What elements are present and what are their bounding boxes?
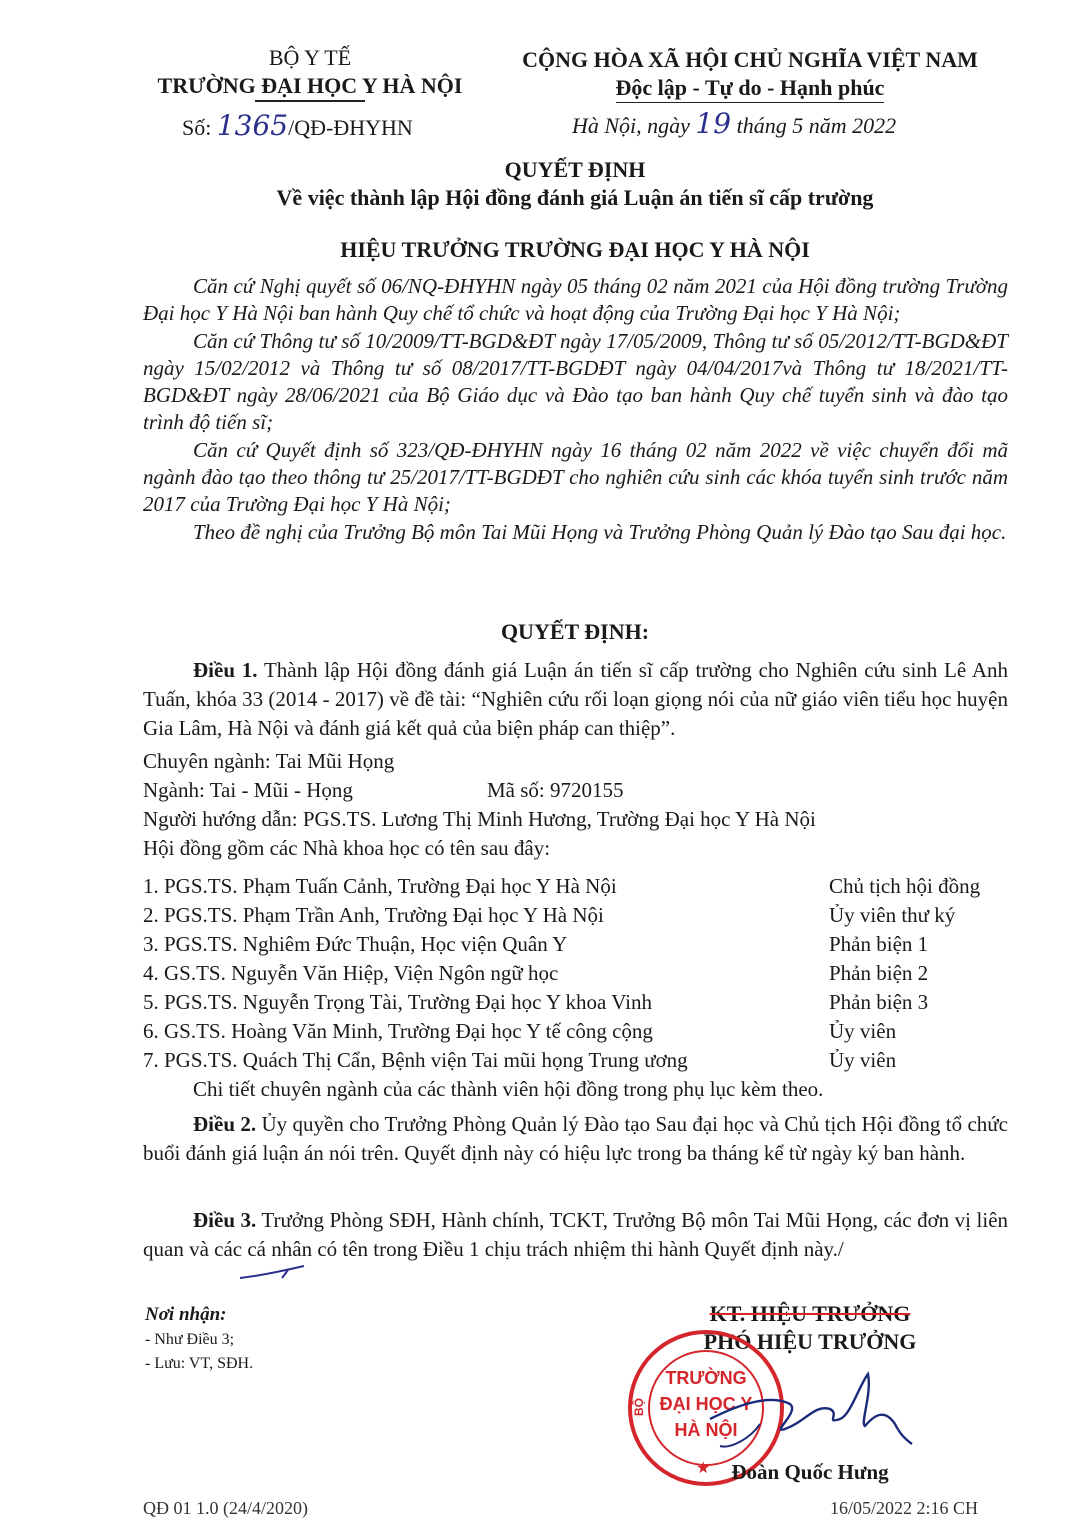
date-day-handwritten: 19 bbox=[695, 107, 732, 140]
university-name: TRƯỜNG ĐẠI HỌC Y HÀ NỘI bbox=[157, 73, 463, 98]
ministry-name: BỘ Y TẾ bbox=[268, 45, 352, 70]
pen-flourish bbox=[238, 1262, 308, 1284]
member-name: 2. PGS.TS. Phạm Trần Anh, Trường Đại học Y Hà Nội bbox=[143, 903, 604, 927]
field: Ngành: Tai - Mũi - Họng bbox=[143, 778, 353, 802]
number-prefix: Số: bbox=[182, 115, 212, 140]
list-item bbox=[143, 959, 1013, 988]
stamp-star: ★ bbox=[696, 1460, 711, 1477]
member-role: Ủy viên bbox=[829, 1019, 897, 1043]
member-name: 3. PGS.TS. Nghiêm Đức Thuận, Học viện Quân Y bbox=[143, 932, 568, 956]
number-handwritten: 1365 bbox=[216, 109, 289, 142]
date-suffix: tháng 5 năm 2022 bbox=[736, 113, 897, 138]
advisor: Người hướng dẫn: PGS.TS. Lương Thị Minh Hương, Trường Đại học Y Hà Nội bbox=[143, 807, 816, 831]
title-subject: Về việc thành lập Hội đồng đánh giá Luận án tiến sĩ cấp trường bbox=[276, 185, 874, 210]
article-1-label: Điều 1. bbox=[193, 658, 258, 682]
article-2-label: Điều 2. bbox=[193, 1112, 257, 1136]
article-3-text: Trưởng Phòng SĐH, Hành chính, TCKT, Trưởng Bộ môn Tai Mũi Họng, các đơn vị liên quan và các cá nhân có tên trong Điều 1 chịu trách nhiệm thi hành Quyết định này./ bbox=[143, 1208, 1009, 1261]
member-role: Ủy viên thư ký bbox=[829, 903, 956, 927]
article-3 bbox=[143, 1206, 1008, 1264]
motto-text: Độc lập - Tự do - Hạnh phúc bbox=[616, 75, 885, 103]
recipients bbox=[145, 1302, 253, 1376]
preamble-item: Căn cứ Nghị quyết số 06/NQ-ĐHYHN ngày 05 tháng 02 năm 2021 của Hội đồng trường Trường Đại học Y Hà Nội ban hành Quy chế tổ chức và hoạt động của Trường Đại học Y Hà Nội; bbox=[143, 274, 1008, 326]
recipients-heading: Nơi nhận: bbox=[145, 1304, 227, 1325]
field-code: Mã số: 9720155 bbox=[487, 778, 624, 802]
stamp-side-text: BỘ bbox=[632, 1398, 646, 1416]
article-1 bbox=[143, 656, 1008, 743]
member-role: Phản biện 2 bbox=[829, 961, 929, 985]
recipient-item: - Lưu: VT, SĐH. bbox=[145, 1355, 254, 1372]
signer-name: Đoàn Quốc Hưng bbox=[731, 1460, 889, 1484]
article-3-paragraph bbox=[143, 1206, 1008, 1264]
member-role: Chủ tịch hội đồng bbox=[829, 874, 981, 898]
member-role: Phản biện 1 bbox=[829, 932, 929, 956]
article-1-text: Thành lập Hội đồng đánh giá Luận án tiến sĩ cấp trường cho Nghiên cứu sinh Lê Anh Tuấn, khóa 33 (2014 - 2017) về đề tài: “Nghiên cứu rối loạn giọng nói của nữ giáo viên tiểu học huyện Gia Lâm, Hà Nội và đánh giá kết quả của biện pháp can thiệp”. bbox=[143, 658, 1008, 740]
article-3-label: Điều 3. bbox=[193, 1208, 257, 1232]
list-item bbox=[143, 872, 1013, 901]
document-date bbox=[572, 106, 896, 144]
printed-timestamp: 16/05/2022 2:16 CH bbox=[830, 1498, 979, 1518]
list-item bbox=[143, 930, 1013, 959]
title-authority: HIỆU TRƯỞNG TRƯỜNG ĐẠI HỌC Y HÀ NỘI bbox=[340, 237, 810, 262]
stamp-line: ĐẠI HỌC Y bbox=[659, 1394, 753, 1414]
appendix-note: Chi tiết chuyên ngành của các thành viên hội đồng trong phụ lục kèm theo. bbox=[193, 1077, 824, 1101]
preamble-item: Căn cứ Quyết định số 323/QĐ-ĐHYHN ngày 16 tháng 02 năm 2022 về việc chuyển đổi mã ngành đào tạo theo thông tư 25/2017/TT-BGDĐT cho nghiên cứu sinh các khóa tuyển sinh trước năm 2017 của Trường Đại học Y Hà Nội; bbox=[143, 437, 1008, 517]
member-name: 5. PGS.TS. Nguyễn Trọng Tài, Trường Đại học Y khoa Vinh bbox=[143, 990, 652, 1014]
member-name: 7. PGS.TS. Quách Thị Cẩn, Bệnh viện Tai mũi họng Trung ương bbox=[143, 1048, 688, 1072]
article-2-paragraph bbox=[143, 1110, 1008, 1168]
header-left bbox=[140, 44, 480, 102]
list-item bbox=[143, 1017, 1013, 1046]
member-name: 6. GS.TS. Hoàng Văn Minh, Trường Đại học Y tế công cộng bbox=[143, 1019, 653, 1043]
handwritten-signature bbox=[700, 1364, 920, 1464]
list-item bbox=[143, 1046, 1013, 1075]
list-item bbox=[143, 901, 1013, 930]
recipient-item: - Như Điều 3; bbox=[145, 1331, 235, 1348]
header-left-underline bbox=[255, 100, 365, 102]
header-right bbox=[500, 46, 1000, 102]
specialization: Chuyên ngành: Tai Mũi Họng bbox=[143, 749, 395, 773]
article-1-paragraph bbox=[143, 656, 1008, 743]
number-suffix: /QĐ-ĐHYHN bbox=[288, 115, 413, 140]
date-prefix: Hà Nội, ngày bbox=[572, 113, 690, 138]
signature-position: PHÓ HIỆU TRƯỞNG bbox=[703, 1329, 917, 1354]
on-behalf-text: KT. HIỆU TRƯỞNG bbox=[709, 1301, 911, 1326]
list-item bbox=[143, 988, 1013, 1017]
council-intro: Hội đồng gồm các Nhà khoa học có tên sau đây: bbox=[143, 836, 551, 860]
signature-on-behalf bbox=[660, 1300, 960, 1328]
decision-heading: QUYẾT ĐỊNH: bbox=[500, 619, 650, 644]
member-name: 1. PGS.TS. Phạm Tuấn Cảnh, Trường Đại học Y Hà Nội bbox=[143, 874, 617, 898]
country-name: CỘNG HÒA XÃ HỘI CHỦ NGHĨA VIỆT NAM bbox=[522, 47, 978, 72]
stamp-line: TRƯỜNG bbox=[665, 1368, 747, 1388]
preamble-item: Theo đề nghị của Trưởng Bộ môn Tai Mũi Họng và Trưởng Phòng Quản lý Đào tạo Sau đại học. bbox=[193, 519, 1007, 544]
member-role: Phản biện 3 bbox=[829, 990, 929, 1014]
title-heading: QUYẾT ĐỊNH bbox=[504, 157, 646, 182]
article-2-text: Ủy quyền cho Trưởng Phòng Quản lý Đào tạo Sau đại học và Chủ tịch Hội đồng tổ chức buổi đánh giá luận án nói trên. Quyết định này có hiệu lực trong ba tháng kể từ ngày ký ban hành. bbox=[143, 1112, 1008, 1165]
document-number bbox=[182, 108, 413, 146]
member-role: Ủy viên bbox=[829, 1048, 897, 1072]
council-member-list bbox=[143, 872, 1013, 1075]
article-2 bbox=[143, 1110, 1008, 1168]
member-name: 4. GS.TS. Nguyễn Văn Hiệp, Viện Ngôn ngữ học bbox=[143, 961, 559, 985]
form-code: QĐ 01 1.0 (24/4/2020) bbox=[143, 1498, 308, 1518]
preamble-item: Căn cứ Thông tư số 10/2009/TT-BGD&ĐT ngày 17/05/2009, Thông tư số 05/2012/TT-BGD&ĐT ngày 15/02/2012 và Thông tư số 08/2017/TT-BGDĐT ngày 04/04/2017và Thông tư 18/2021/TT-BGD&ĐT ngày 28/06/2021 của Bộ Giáo dục và Đào tạo ban hành Quy chế tuyển sinh và đào tạo trình độ tiến sĩ; bbox=[143, 328, 1008, 435]
preamble bbox=[143, 273, 1008, 546]
motto bbox=[500, 74, 1000, 102]
stamp-line: HÀ NỘI bbox=[674, 1420, 738, 1440]
